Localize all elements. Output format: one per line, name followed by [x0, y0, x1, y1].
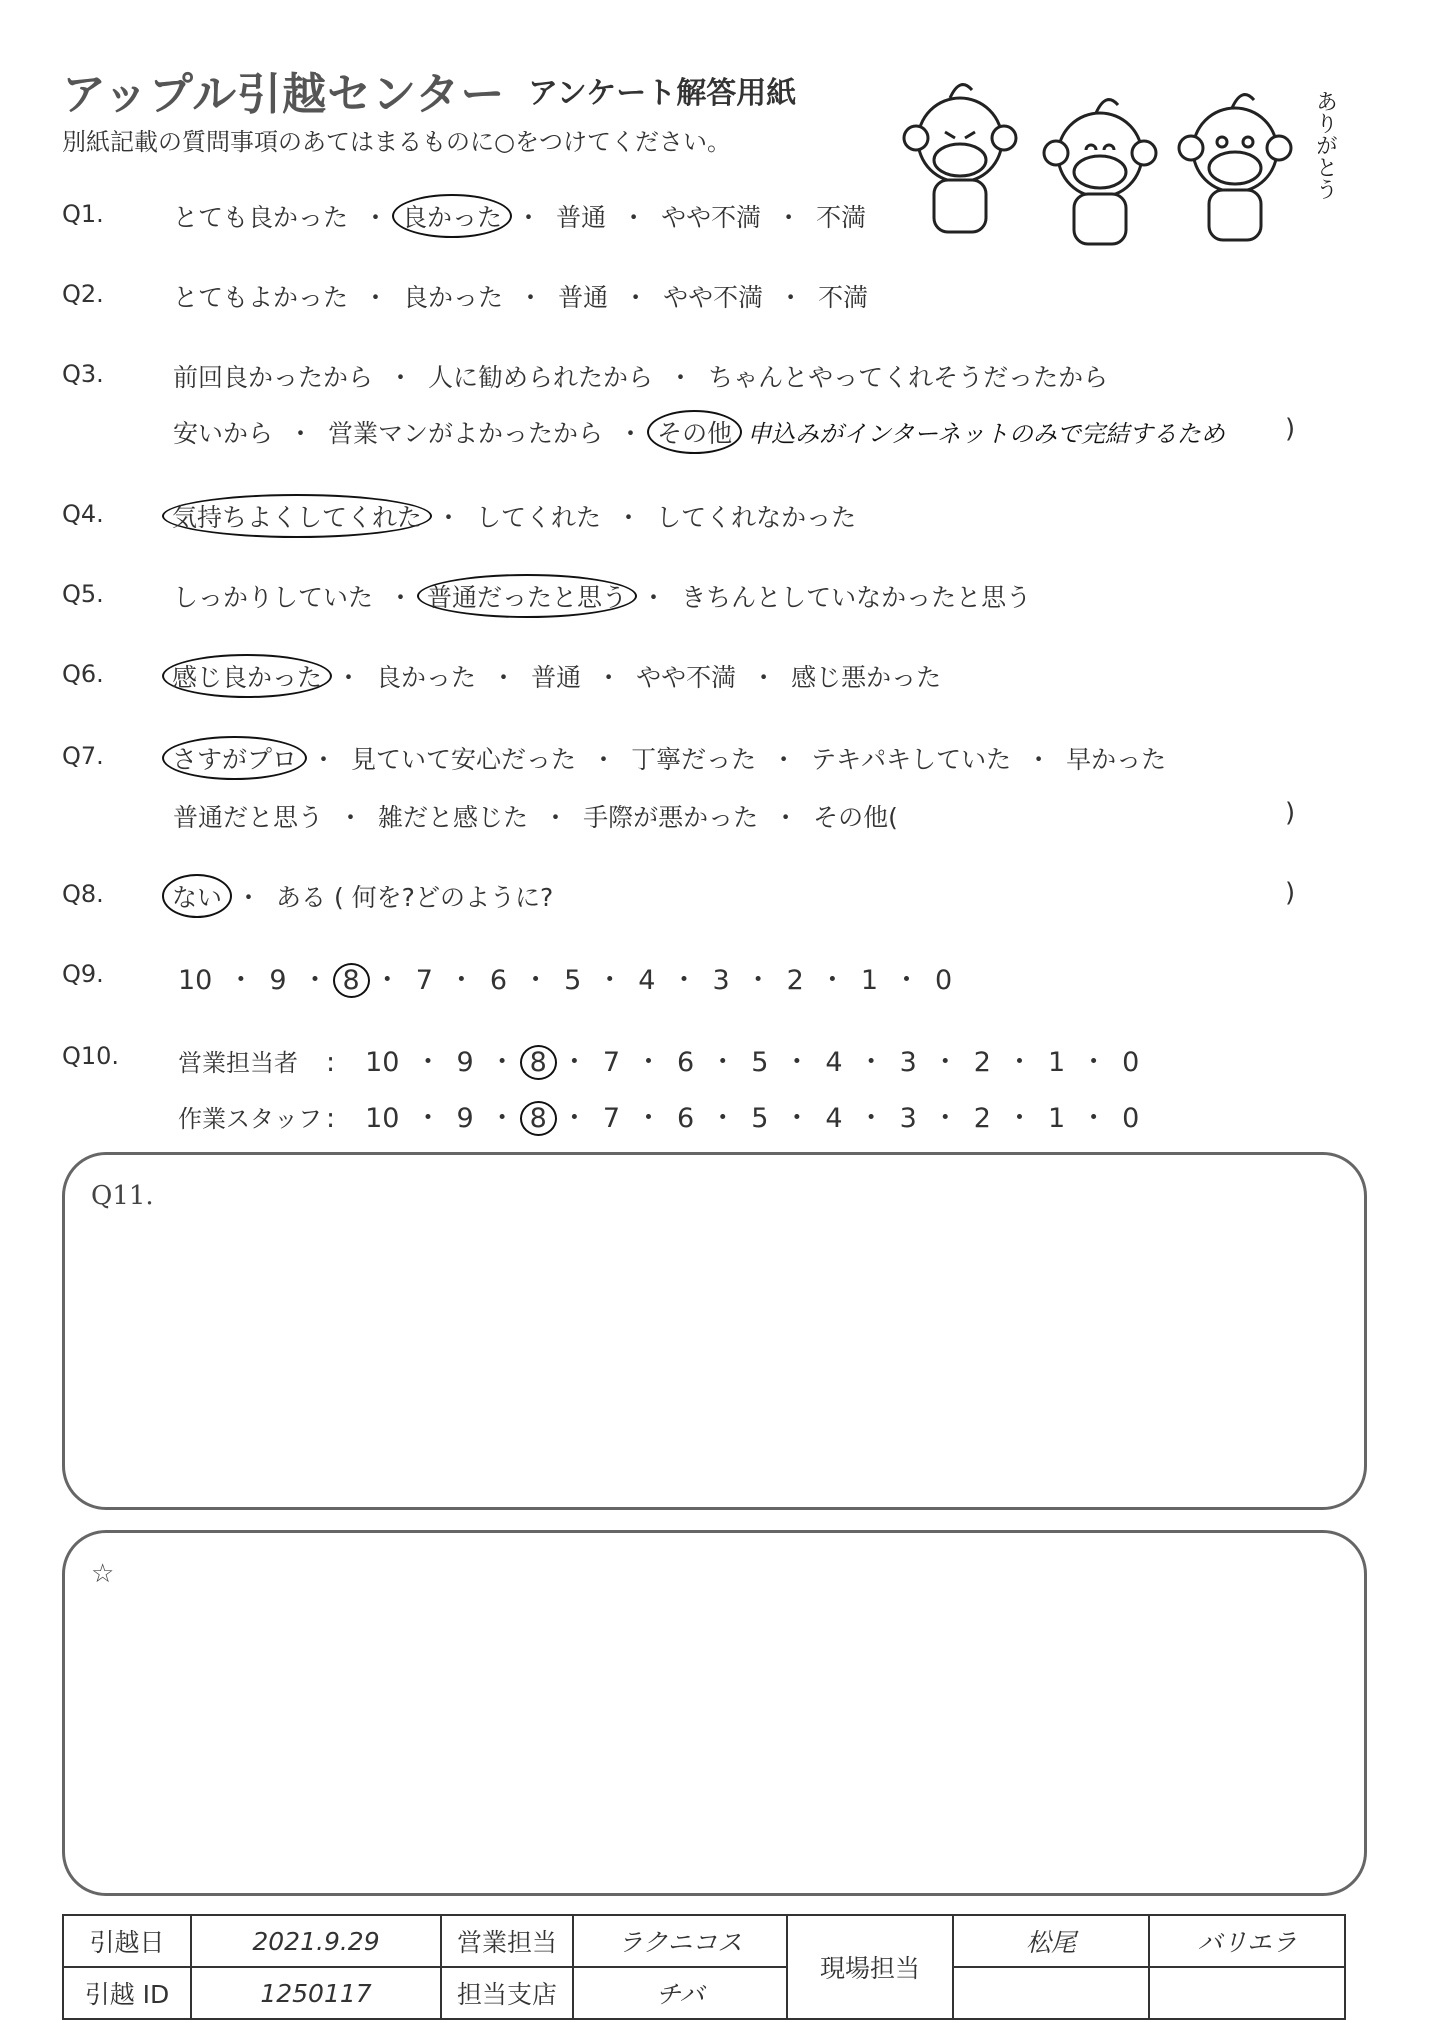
q6-option[interactable]: 良かった [376, 663, 477, 692]
q10-score[interactable]: 0 [1122, 1047, 1140, 1078]
mascot-illustration [890, 60, 1340, 250]
q1-option[interactable]: 不満 [816, 203, 867, 232]
q10-score[interactable]: 6 [677, 1047, 695, 1078]
q5-option-selected[interactable]: 普通だったと思う [417, 574, 637, 618]
q7-option-selected[interactable]: さすがプロ [162, 736, 307, 780]
q9-scale: 10 ・ 9 ・ 8 ・ 7 ・ 6 ・ 5 ・ 4 ・ 3 ・ 2 ・ 1 ・ 0 [175, 958, 955, 998]
q2-label: Q2. [62, 280, 104, 308]
site-staff-1[interactable]: 松尾 [953, 1915, 1149, 1967]
q10-score[interactable]: 7 [602, 1103, 621, 1134]
q3-label: Q3. [62, 360, 104, 388]
q4-option[interactable]: してくれなかった [656, 503, 857, 532]
q6-option[interactable]: 感じ悪かった [791, 663, 942, 692]
q3-option[interactable]: 安いから [173, 419, 274, 448]
q8-options: ない ・ ある ( 何を?どのように? [170, 878, 556, 914]
q10-score[interactable]: 1 [1047, 1047, 1066, 1078]
q9-score[interactable]: 5 [564, 965, 582, 996]
q9-score[interactable]: 1 [860, 965, 879, 996]
q10-score[interactable]: 10 [365, 1103, 400, 1134]
q10-sales-score-selected[interactable]: 8 [520, 1045, 557, 1080]
q7-option[interactable]: 手際が悪かった [583, 803, 759, 832]
move-date-value[interactable]: 2021.9.29 [191, 1915, 441, 1967]
brand-title: アップル引越センター [62, 69, 506, 120]
q2-option[interactable]: とてもよかった [173, 283, 349, 312]
q10-score[interactable]: 1 [1047, 1103, 1066, 1134]
move-id-label: 引越 ID [63, 1967, 191, 2019]
star-comment-box[interactable] [62, 1530, 1367, 1896]
q9-score[interactable]: 3 [712, 965, 730, 996]
monkey-icon [1044, 100, 1156, 244]
q10-score[interactable]: 4 [825, 1047, 843, 1078]
q10-staff-label: 作業スタッフ [178, 1105, 322, 1133]
monkey-icon [904, 85, 1016, 232]
site-staff-label: 現場担当 [787, 1915, 953, 2019]
q10-colon: : [326, 1103, 336, 1134]
q3-other-text[interactable]: 申込みがインターネットのみで完結するため [747, 420, 1225, 448]
q8-label: Q8. [62, 880, 104, 908]
q6-option[interactable]: 普通 [531, 663, 582, 692]
q10-staff-scale: 作業スタッフ : 10 ・ 9 ・ 8 ・ 7 ・ 6 ・ 5 ・ 4 ・ 3 ・ 2 ・ 1 ・ 0 [175, 1096, 1142, 1136]
star-icon: ☆ [91, 1559, 115, 1589]
q1-option[interactable]: やや不満 [661, 203, 762, 232]
q7-close-paren: ) [1285, 798, 1296, 828]
q10-score[interactable]: 0 [1122, 1103, 1140, 1134]
q3-option[interactable]: 前回良かったから [173, 363, 374, 392]
q10-score[interactable]: 2 [973, 1047, 991, 1078]
q7-options-line2: 普通だと思う ・ 雑だと感じた ・ 手際が悪かった ・ その他( [170, 798, 901, 834]
q10-score[interactable]: 3 [899, 1047, 917, 1078]
q9-score[interactable]: 0 [935, 965, 953, 996]
q9-score[interactable]: 4 [638, 965, 656, 996]
q6-label: Q6. [62, 660, 104, 688]
branch-label: 担当支店 [441, 1967, 573, 2019]
q6-option[interactable]: やや不満 [636, 663, 737, 692]
q10-sales-scale: 営業担当者 : 10 ・ 9 ・ 8 ・ 7 ・ 6 ・ 5 ・ 4 ・ 3 ・ 2 ・ 1 ・ 0 [175, 1040, 1142, 1080]
q1-option[interactable]: とても良かった [173, 203, 349, 232]
q4-options: 気持ちよくしてくれた ・ してくれた ・ してくれなかった [170, 498, 859, 534]
info-table [62, 1914, 1346, 2020]
q3-option[interactable]: 営業マンがよかったから [328, 419, 604, 448]
q1-option-selected[interactable]: 良かった [392, 194, 512, 238]
q10-score[interactable]: 6 [677, 1103, 695, 1134]
q9-label: Q9. [62, 960, 104, 988]
q1-options: とても良かった ・ 良かった ・ 普通 ・ やや不満 ・ 不満 [170, 198, 869, 234]
q2-options: とてもよかった ・ 良かった ・ 普通 ・ やや不満 ・ 不満 [170, 278, 871, 314]
q8-option[interactable]: ある ( 何を?どのように? [276, 883, 554, 912]
monkey-icon [1179, 95, 1291, 240]
branch-value[interactable]: チバ [573, 1967, 787, 2019]
q4-option[interactable]: してくれた [476, 503, 602, 532]
q5-option[interactable]: しっかりしていた [173, 583, 374, 612]
form-subtitle: アンケート解答用紙 [528, 76, 797, 111]
q11-comment-box[interactable] [62, 1152, 1367, 1510]
q9-score[interactable]: 9 [269, 965, 287, 996]
q10-score[interactable]: 2 [973, 1103, 991, 1134]
q7-option[interactable]: 丁寧だった [631, 745, 757, 774]
q5-option[interactable]: きちんとしていなかったと思う [681, 583, 1032, 612]
q10-score[interactable]: 7 [602, 1047, 621, 1078]
site-staff-empty-cell[interactable] [953, 1967, 1149, 2019]
q9-score[interactable]: 2 [786, 965, 804, 996]
q7-option-other[interactable]: その他( [813, 803, 898, 832]
q6-option-selected[interactable]: 感じ良かった [162, 654, 332, 698]
q8-close-paren: ) [1285, 878, 1296, 908]
q11-label: Q11. [91, 1181, 154, 1211]
sales-value[interactable]: ラクニコス [573, 1915, 787, 1967]
q1-option[interactable]: 普通 [556, 203, 607, 232]
q7-label: Q7. [62, 742, 104, 770]
q10-score[interactable]: 9 [456, 1047, 474, 1078]
q7-option[interactable]: 早かった [1066, 745, 1167, 774]
q9-score-selected[interactable]: 8 [333, 963, 370, 998]
sales-label: 営業担当 [441, 1915, 573, 1967]
q10-sales-label: 営業担当者 [178, 1049, 298, 1077]
q3-options-line1: 前回良かったから ・ 人に勧められたから ・ ちゃんとやってくれそうだったから [170, 358, 1111, 394]
q10-score[interactable]: 9 [456, 1103, 474, 1134]
q10-staff-score-selected[interactable]: 8 [520, 1101, 557, 1136]
q3-option-other-selected[interactable]: その他 [647, 410, 742, 454]
q7-options-line1: さすがプロ ・ 見ていて安心だった ・ 丁寧だった ・ テキパキしていた ・ 早かった [170, 740, 1169, 776]
move-id-value[interactable]: 1250117 [191, 1967, 441, 2019]
q2-option[interactable]: 不満 [818, 283, 869, 312]
q9-score[interactable]: 7 [415, 965, 433, 996]
q6-options: 感じ良かった ・ 良かった ・ 普通 ・ やや不満 ・ 感じ悪かった [170, 658, 944, 694]
q3-option[interactable]: ちゃんとやってくれそうだったから [708, 363, 1109, 392]
q5-label: Q5. [62, 580, 104, 608]
site-staff-2[interactable]: バリエラ [1149, 1915, 1345, 1967]
q10-score[interactable]: 4 [825, 1103, 843, 1134]
q7-option[interactable]: テキパキしていた [811, 745, 1012, 774]
q9-score[interactable]: 10 [178, 965, 213, 996]
q1-label: Q1. [62, 200, 104, 228]
q2-option[interactable]: 良かった [403, 283, 504, 312]
q7-option[interactable]: 見ていて安心だった [351, 745, 577, 774]
q7-option[interactable]: 雑だと感じた [378, 803, 529, 832]
move-date-label: 引越日 [63, 1915, 191, 1967]
mascot-caption: ありがとう [1312, 90, 1338, 200]
q3-option[interactable]: 人に勧められたから [428, 363, 654, 392]
q10-score[interactable]: 3 [899, 1103, 917, 1134]
q10-score[interactable]: 5 [751, 1103, 769, 1134]
q10-label: Q10. [62, 1042, 120, 1070]
q9-score[interactable]: 6 [489, 965, 508, 996]
q4-label: Q4. [62, 500, 104, 528]
q10-score[interactable]: 10 [365, 1047, 400, 1078]
q2-option[interactable]: やや不満 [663, 283, 764, 312]
q7-option[interactable]: 普通だと思う [173, 803, 324, 832]
q10-score[interactable]: 5 [751, 1047, 769, 1078]
q3-close-paren: ) [1285, 414, 1296, 444]
q4-option-selected[interactable]: 気持ちよくしてくれた [162, 494, 432, 538]
instruction-text: 別紙記載の質問事項のあてはまるものに○をつけてください。 [62, 128, 731, 156]
q3-options-line2: 安いから ・ 営業マンがよかったから ・ その他 申込みがインターネットのみで完結するため [170, 414, 1228, 450]
q8-option-selected[interactable]: ない [162, 874, 232, 918]
site-staff-empty-cell[interactable] [1149, 1967, 1345, 2019]
q10-colon: : [326, 1047, 336, 1078]
q2-option[interactable]: 普通 [558, 283, 609, 312]
q5-options: しっかりしていた ・ 普通だったと思う ・ きちんとしていなかったと思う [170, 578, 1034, 614]
